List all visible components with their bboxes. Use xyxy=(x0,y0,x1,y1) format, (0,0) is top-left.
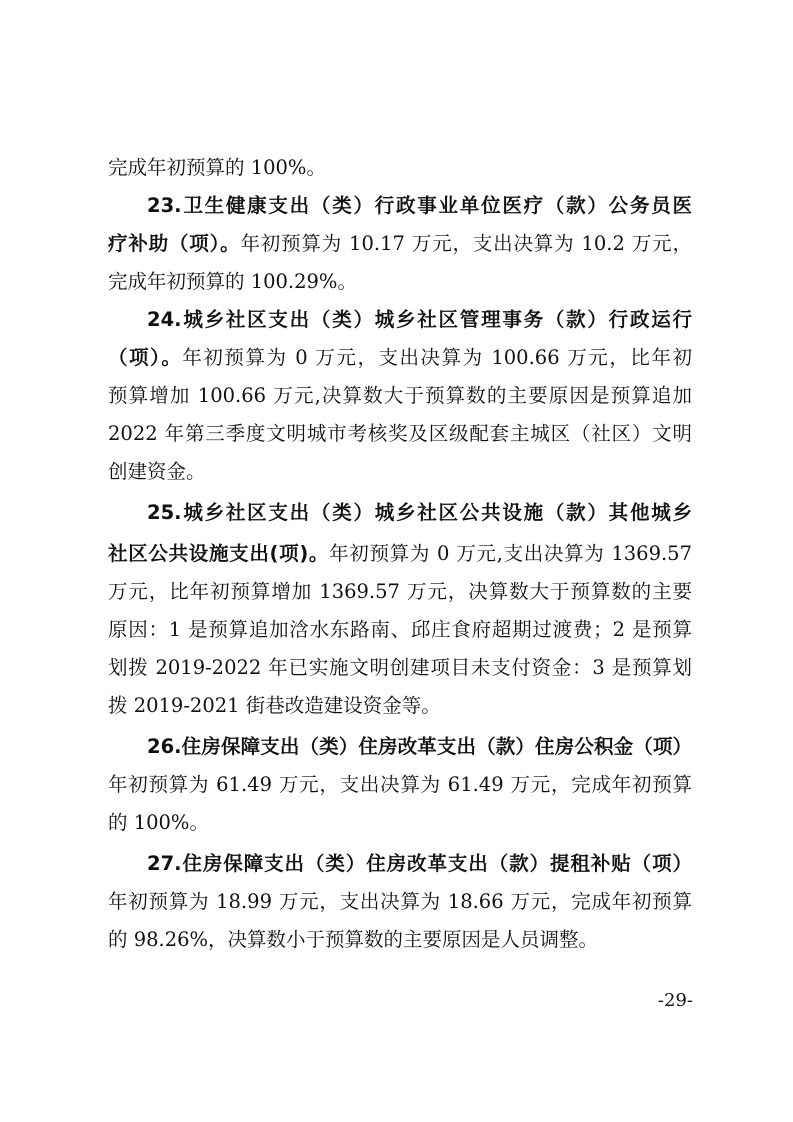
body-line: 疗补助（项）。年初预算为 10.17 万元，支出决算为 10.2 万元， xyxy=(108,232,692,255)
body-line: 创建资金。 xyxy=(108,460,206,483)
body-line: 完成年初预算的 100%。 xyxy=(108,156,326,179)
item-25-heading: 25.城乡社区支出（类）城乡社区公共设施（款）其他城乡 xyxy=(147,501,692,524)
body-line: 划拨 2019-2022 年已实施文明创建项目未支付资金：3 是预算划 xyxy=(108,656,692,679)
body-line: 拨 2019-2021 街巷改造建设资金等。 xyxy=(108,694,441,717)
body-line: 社区公共设施支出(项)。年初预算为 0 万元,支出决算为 1369.57 xyxy=(108,542,692,565)
body-line: 完成年初预算的 100.29%。 xyxy=(108,270,357,293)
item-26-heading: 26.住房保障支出（类）住房改革支出（款）住房公积金（项） xyxy=(147,735,692,758)
body-line: 年初预算为 61.49 万元，支出决算为 61.49 万元，完成年初预算 xyxy=(108,773,692,796)
item-27-heading: 27.住房保障支出（类）住房改革支出（款）提租补贴（项） xyxy=(147,852,692,875)
item-24-heading: 24.城乡社区支出（类）城乡社区管理事务（款）行政运行 xyxy=(147,308,692,331)
body-line: （项）。年初预算为 0 万元，支出决算为 100.66 万元，比年初 xyxy=(108,346,692,369)
body-line: 万元，比年初预算增加 1369.57 万元，决算数大于预算数的主要 xyxy=(108,580,692,603)
body-line: 预算增加 100.66 万元,决算数大于预算数的主要原因是预算追加 xyxy=(108,384,692,407)
body-line: 的 100%。 xyxy=(108,811,209,834)
body-line: 2022 年第三季度文明城市考核奖及区级配套主城区（社区）文明 xyxy=(108,422,692,445)
body-line: 的 98.26%，决算数小于预算数的主要原因是人员调整。 xyxy=(108,928,599,951)
item-23-heading: 23.卫生健康支出（类）行政事业单位医疗（款）公务员医 xyxy=(147,194,692,217)
body-line: 原因：1 是预算追加浛水东路南、邱庄食府超期过渡费；2 是预算 xyxy=(108,618,692,641)
page-number: -29- xyxy=(657,990,693,1011)
body-line: 年初预算为 18.99 万元，支出决算为 18.66 万元，完成年初预算 xyxy=(108,890,692,913)
